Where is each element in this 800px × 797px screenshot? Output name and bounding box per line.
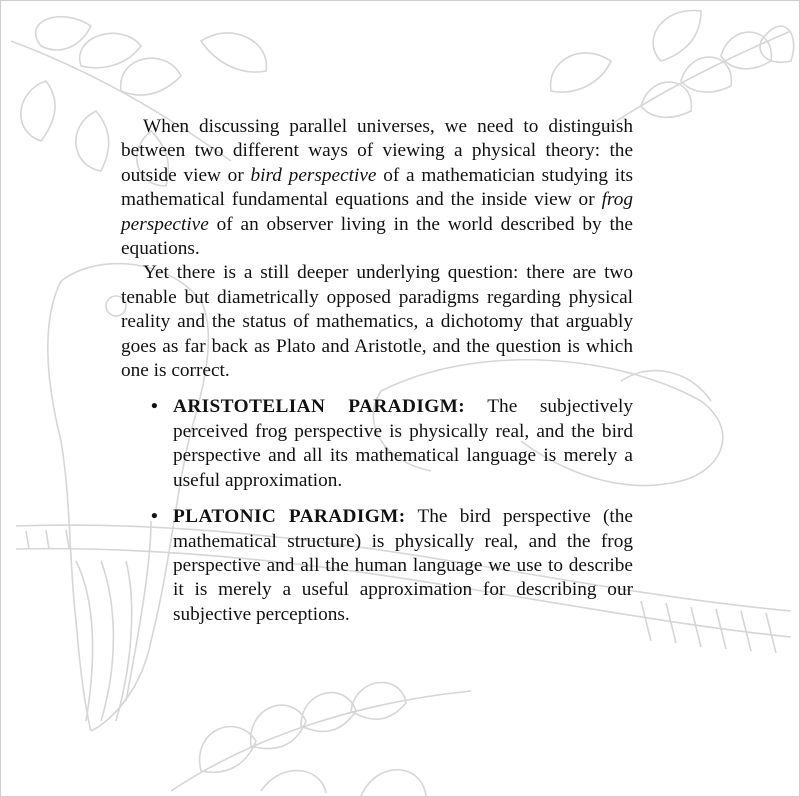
bird-perspective-term: bird perspective bbox=[250, 164, 377, 186]
paragraph-views bbox=[121, 115, 633, 261]
list-item bbox=[121, 505, 633, 627]
paragraph-question: Yet there is a still deeper underlying question: there are two tenable but diametrically opposed paradigms regarding physical reality and the status of mathematics, a dichotomy that arguably goes as far back as Plato and Aristotle, and the question is which one is correct. bbox=[121, 262, 633, 382]
bullet-icon: • bbox=[151, 506, 158, 528]
paragraph1-part3: of an observer living in the world described by the equations. bbox=[121, 213, 633, 260]
aristotelian-description: The subjectively perceived frog perspective is physically real, and the bird perspective and all its mathematical language is merely a useful approximation. bbox=[173, 396, 633, 491]
list-item bbox=[121, 395, 633, 493]
bullet-icon: • bbox=[151, 396, 158, 418]
aristotelian-term: ARISTOTELIAN PARADIGM: bbox=[173, 396, 466, 418]
platonic-term: PLATONIC PARADIGM: bbox=[173, 506, 406, 528]
platonic-description: The bird perspective (the mathematical structure) is physically real, and the frog perspective and all the human language we use to describe it is merely a useful approximation for describing our subjective perceptions. bbox=[173, 506, 633, 625]
leaf-branch-top-right-icon bbox=[551, 11, 794, 131]
paragraph1-part2: of a mathematician studying its mathematical fundamental equations and the inside view or bbox=[121, 164, 633, 211]
leaf-branch-bottom-icon bbox=[171, 682, 471, 796]
body-text bbox=[121, 115, 633, 639]
paradigm-list bbox=[121, 395, 633, 627]
paragraph1-part1: When discussing parallel universes, we need to distinguish between two different ways of viewing a physical theory: the outside view or bbox=[121, 116, 633, 186]
frog-perspective-term: frog perspective bbox=[121, 189, 633, 235]
